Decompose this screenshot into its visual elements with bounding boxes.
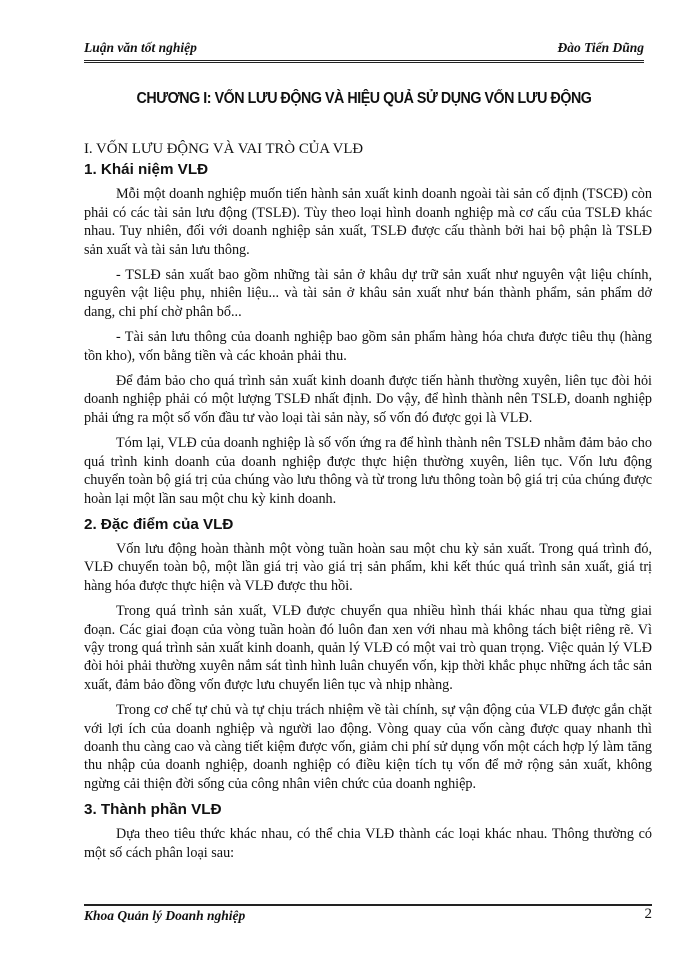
paragraph: Dựa theo tiêu thức khác nhau, có thể chia VLĐ thành các loại khác nhau. Thông thường có một số cách phân loại sau: (84, 826, 652, 861)
page-body (84, 136, 652, 869)
section-title: I. VỐN LƯU ĐỘNG VÀ VAI TRÒ CỦA VLĐ (84, 141, 364, 157)
paragraph: - Tài sản lưu thông của doanh nghiệp bao gồm sản phẩm hàng hóa chưa được tiêu thụ (hàng tồn kho), vốn bằng tiền và các khoản phải thu. (84, 329, 652, 364)
paragraph: Trong cơ chế tự chủ và tự chịu trách nhiệm về tài chính, sự vận động của VLĐ được gắn chặt với lợi ích của doanh nghiệp và người lao động. Vòng quay của vốn càng được quay nhanh thì doanh thu càng cao và càng tiết kiệm được vốn, giảm chi phí sử dụng vốn một cách hợp lý làm tăng thu nhập của doanh nghiệp, doanh nghiệp có điều kiện tích tụ vốn để mở rộng sản xuất, không ngừng cải thiện đời sống của công nhân viên chức của doanh nghiệp. (84, 702, 652, 792)
subsection-2-title: 2. Đặc điểm của VLĐ (84, 515, 234, 533)
page-footer (84, 904, 652, 930)
paragraph: Mỗi một doanh nghiệp muốn tiến hành sản xuất kinh doanh ngoài tài sản cố định (TSCĐ) còn phải có các tài sản lưu động (TSLĐ). Tùy theo loại hình doanh nghiệp mà cơ cấu của TSLĐ khác nhau. Tuy nhiên, đối với doanh nghiệp sản xuất, TSLĐ được cấu thành bởi hai bộ phận là TSLĐ sản xuất và tài sản lưu thông. (84, 186, 652, 258)
chapter-title: CHƯƠNG I: VỐN LƯU ĐỘNG VÀ HIỆU QUẢ SỬ DỤNG VỐN LƯU ĐỘNG (136, 90, 592, 107)
subsection-3-title: 3. Thành phần VLĐ (84, 801, 222, 819)
paragraph: - TSLĐ sản xuất bao gồm những tài sản ở khâu dự trữ sản xuất như nguyên vật liệu chính, nguyên vật liệu phụ, nhiên liệu... và tài sản ở khâu sản xuất như bán thành phẩm, sản phẩm dở dang, chi phí chờ phân bổ... (84, 267, 652, 320)
page-header (84, 38, 644, 63)
subsection-1-title: 1. Khái niệm VLĐ (84, 161, 209, 179)
page-number: 2 (644, 906, 652, 922)
header-author-name: Đào Tiến Dũng (557, 40, 644, 55)
paragraph: Để đảm bảo cho quá trình sản xuất kinh doanh được tiến hành thường xuyên, liên tục đòi hỏi doanh nghiệp phải có một lượng TSLĐ nhất định. Do vậy, để hình thành nên TSLĐ, doanh nghiệp phải ứng ra một số vốn đầu tư vào loại tài sản này, số vốn đó được gọi là VLĐ. (84, 373, 652, 426)
paragraph: Tóm lại, VLĐ của doanh nghiệp là số vốn ứng ra để hình thành nên TSLĐ nhằm đảm bảo cho quá trình kinh doanh của doanh nghiệp được thực hiện thường xuyên, liên tục. Vốn lưu động chuyển toàn bộ giá trị của chúng vào lưu thông và từ trong lưu thông toàn bộ giá trị của chúng được hoàn lại một lần sau một chu kỳ kinh doanh. (84, 435, 652, 507)
paragraph: Trong quá trình sản xuất, VLĐ được chuyển qua nhiều hình thái khác nhau qua từng giai đoạn. Các giai đoạn của vòng tuần hoàn đó luôn đan xen với nhau mà không tách biệt riêng rẽ. Vì vậy trong quá trình sản xuất kinh doanh, quản lý VLĐ có một vai trò quan trọng. Việc quản lý VLĐ đòi hỏi phải thường xuyên nắm sát tình hình luân chuyển vốn, kịp thời khắc phục những ách tắc sản xuất, đảm bảo đồng vốn được lưu chuyển liên tục và nhịp nhàng. (84, 603, 652, 693)
footer-faculty-label: Khoa Quản lý Doanh nghiệp (84, 908, 246, 923)
paragraph: Vốn lưu động hoàn thành một vòng tuần hoàn sau một chu kỳ sản xuất. Trong quá trình đó, VLĐ chuyển toàn bộ, một lần giá trị vào giá trị sản phẩm, khi kết thúc quá trình sản xuất, giá trị hàng hóa được thực hiện và VLĐ được thu hồi. (84, 540, 652, 594)
header-thesis-label: Luận văn tốt nghiệp (84, 40, 197, 55)
